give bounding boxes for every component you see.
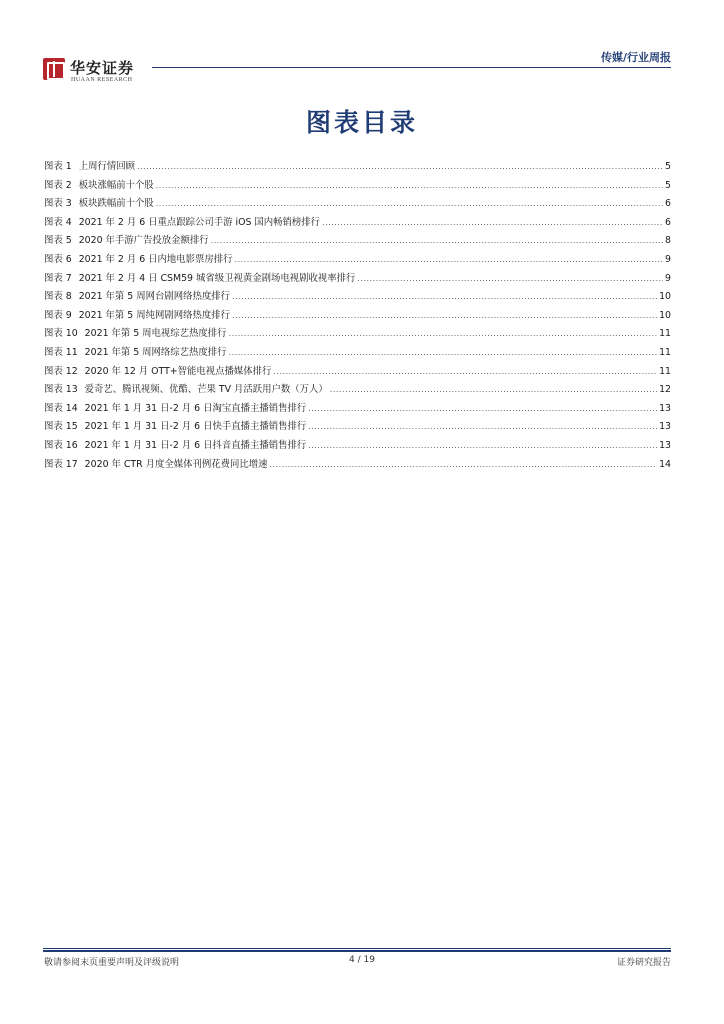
- toc-leader-dots: [235, 251, 664, 270]
- toc-page-number: 6: [665, 198, 671, 210]
- footer-divider-thick: [43, 950, 671, 952]
- toc-figure-title: 板块涨幅前十个股: [78, 179, 154, 191]
- toc-figure-title: 2021 年 1 月 31 日-2 月 6 日快手直播主播销售排行: [84, 421, 307, 433]
- toc-page-number: 11: [659, 365, 671, 377]
- toc-figure-number: 图表 13: [44, 384, 78, 396]
- toc-leader-dots: [232, 288, 657, 307]
- toc-figure-title: 上周行情回顾: [78, 161, 135, 172]
- toc-page-number: 13: [659, 439, 671, 451]
- toc-page-number: 14: [659, 458, 671, 470]
- toc-figure-number: 图表 7: [44, 272, 72, 284]
- toc-entry[interactable]: [44, 344, 671, 363]
- toc-figure-title: 2021 年第 5 周电视综艺热度排行: [84, 328, 227, 340]
- toc-figure-title: 2020 年 12 月 OTT+智能电视点播媒体排行: [84, 365, 272, 377]
- table-of-figures: [44, 158, 671, 474]
- section-tag: 传媒/行业周报: [600, 51, 671, 64]
- toc-entry[interactable]: [44, 363, 671, 382]
- toc-figure-title: 2020 年手游广告投放金额排行: [78, 235, 209, 247]
- toc-figure-title: 板块跌幅前十个股: [78, 198, 154, 210]
- toc-page-number: 9: [665, 253, 671, 265]
- toc-entry[interactable]: [44, 270, 671, 289]
- toc-figure-number: 图表 5: [44, 235, 72, 247]
- toc-leader-dots: [273, 363, 657, 382]
- toc-entry[interactable]: [44, 418, 671, 437]
- toc-page-number: 8: [665, 235, 671, 247]
- toc-leader-dots: [270, 456, 658, 475]
- toc-page-number: 10: [659, 309, 671, 321]
- toc-figure-number: 图表 3: [44, 198, 72, 210]
- toc-page-number: 13: [659, 421, 671, 433]
- footer-disclaimer: 敬请参阅末页重要声明及评级说明: [44, 958, 180, 968]
- toc-leader-dots: [308, 437, 657, 456]
- page-number: 4 / 19: [349, 955, 375, 965]
- logo-subtext: HUAAN RESEARCH: [71, 77, 133, 83]
- toc-figure-number: 图表 15: [44, 421, 78, 433]
- page-title: 图表目录: [305, 108, 418, 137]
- toc-figure-number: 图表 2: [44, 179, 72, 191]
- toc-page-number: 10: [659, 291, 671, 303]
- toc-leader-dots: [330, 381, 657, 400]
- toc-figure-title: 2021 年第 5 周网台剧网络热度排行: [78, 291, 230, 303]
- toc-page-number: 13: [659, 402, 671, 414]
- toc-figure-number: 图表 8: [44, 291, 72, 303]
- toc-figure-number: 图表 1: [44, 161, 72, 172]
- toc-leader-dots: [308, 418, 657, 437]
- toc-figure-number: 图表 6: [44, 253, 72, 265]
- toc-figure-number: 图表 11: [44, 346, 78, 358]
- logo-icon: [43, 58, 65, 80]
- toc-entry[interactable]: [44, 307, 671, 326]
- toc-page-number: 11: [659, 346, 671, 358]
- toc-figure-title: 2021 年 2 月 6 日内地电影票房排行: [78, 253, 233, 265]
- toc-figure-number: 图表 14: [44, 402, 78, 414]
- toc-leader-dots: [357, 270, 663, 289]
- toc-figure-number: 图表 9: [44, 309, 72, 321]
- toc-figure-title: 2020 年 CTR 月度全媒体刊例花费同比增速: [84, 458, 268, 470]
- toc-entry[interactable]: [44, 232, 671, 251]
- toc-figure-number: 图表 4: [44, 216, 72, 228]
- toc-figure-number: 图表 10: [44, 328, 78, 340]
- toc-page-number: 11: [659, 328, 671, 340]
- toc-entry[interactable]: [44, 381, 671, 400]
- logo-text: 华安证券: [70, 59, 135, 77]
- footer-doc-type: 证券研究报告: [616, 958, 671, 968]
- page-header: [0, 0, 724, 90]
- toc-entry[interactable]: [44, 437, 671, 456]
- toc-figure-number: 图表 16: [44, 439, 78, 451]
- toc-page-number: 9: [665, 272, 671, 284]
- toc-page-number: 5: [665, 161, 671, 172]
- toc-leader-dots: [229, 344, 658, 363]
- toc-leader-dots: [156, 177, 663, 196]
- toc-entry[interactable]: [44, 325, 671, 344]
- toc-leader-dots: [211, 232, 663, 251]
- toc-page-number: 12: [659, 384, 671, 396]
- toc-figure-title: 2021 年 2 月 4 日 CSM59 城省级卫视黄金剧场电视剧收视率排行: [78, 272, 356, 284]
- toc-leader-dots: [156, 195, 663, 214]
- toc-leader-dots: [232, 307, 657, 326]
- toc-figure-number: 图表 17: [44, 458, 78, 470]
- toc-entry[interactable]: [44, 195, 671, 214]
- toc-figure-title: 2021 年第 5 周纯网剧网络热度排行: [78, 309, 230, 321]
- toc-leader-dots: [229, 325, 658, 344]
- toc-entry[interactable]: [44, 177, 671, 196]
- toc-page-number: 6: [665, 216, 671, 228]
- toc-page-number: 5: [665, 179, 671, 191]
- toc-figure-title: 爱奇艺、腾讯视频、优酷、芒果 TV 月活跃用户数（万人）: [84, 384, 328, 396]
- toc-entry[interactable]: [44, 158, 671, 177]
- toc-leader-dots: [322, 214, 663, 233]
- header-divider: [152, 67, 671, 68]
- toc-entry[interactable]: [44, 214, 671, 233]
- toc-figure-number: 图表 12: [44, 365, 78, 377]
- toc-figure-title: 2021 年 2 月 6 日重点跟踪公司手游 iOS 国内畅销榜排行: [78, 216, 321, 228]
- toc-figure-title: 2021 年 1 月 31 日-2 月 6 日淘宝直播主播销售排行: [84, 402, 307, 414]
- toc-entry[interactable]: [44, 456, 671, 475]
- toc-entry[interactable]: [44, 288, 671, 307]
- toc-figure-title: 2021 年第 5 周网络综艺热度排行: [84, 346, 227, 358]
- toc-entry[interactable]: [44, 251, 671, 270]
- toc-entry[interactable]: [44, 400, 671, 419]
- footer-divider: [43, 948, 671, 949]
- toc-leader-dots: [137, 158, 663, 177]
- toc-figure-title: 2021 年 1 月 31 日-2 月 6 日抖音直播主播销售排行: [84, 439, 307, 451]
- toc-leader-dots: [308, 400, 657, 419]
